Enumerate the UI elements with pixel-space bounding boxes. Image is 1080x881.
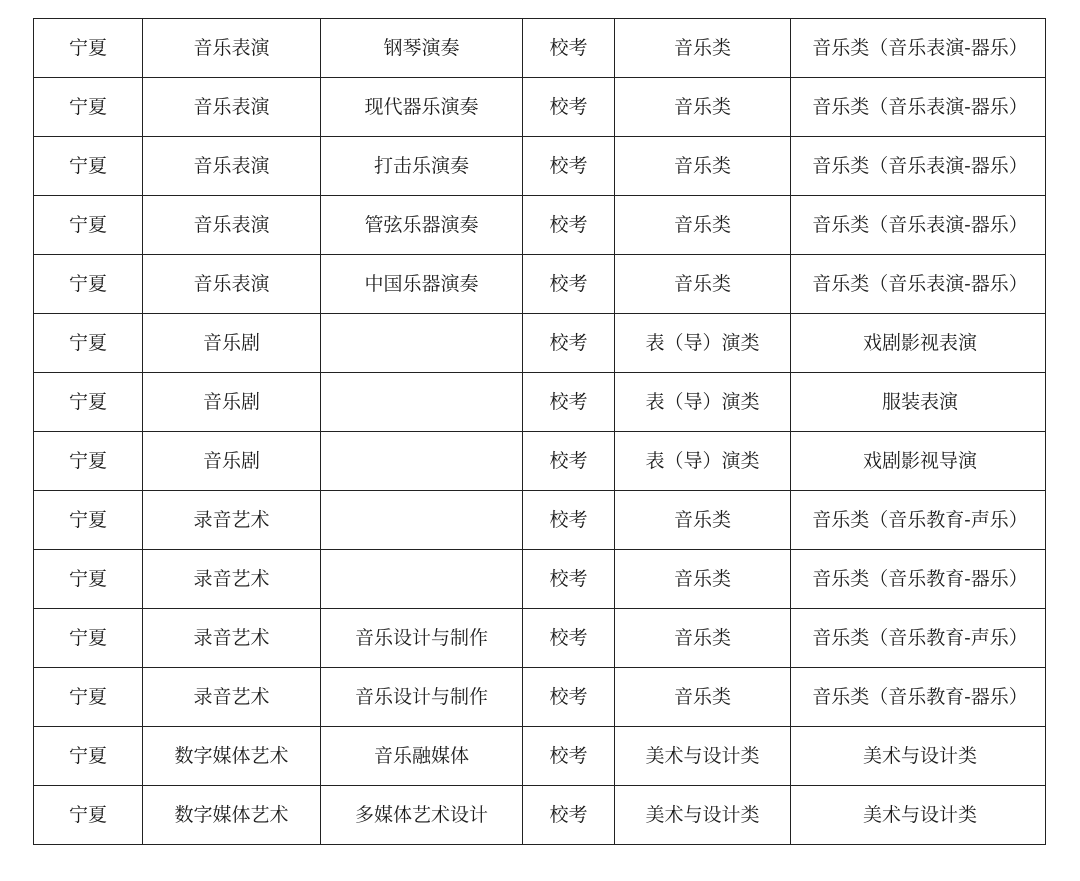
table-row (34, 609, 1046, 668)
subject-cell: 音乐类（音乐表演-器乐） (791, 255, 1046, 314)
category-cell: 音乐类 (615, 137, 791, 196)
category-cell: 音乐类 (615, 196, 791, 255)
exam-type-cell: 校考 (523, 78, 615, 137)
table-row (34, 432, 1046, 491)
major-cell: 音乐表演 (143, 196, 321, 255)
exam-type-cell: 校考 (523, 432, 615, 491)
province-cell: 宁夏 (34, 255, 143, 314)
major-cell: 录音艺术 (143, 609, 321, 668)
province-cell: 宁夏 (34, 550, 143, 609)
exam-type-cell: 校考 (523, 727, 615, 786)
category-cell: 音乐类 (615, 255, 791, 314)
table-row (34, 78, 1046, 137)
major-cell: 音乐表演 (143, 137, 321, 196)
province-cell: 宁夏 (34, 196, 143, 255)
subject-cell: 音乐类（音乐教育-声乐） (791, 609, 1046, 668)
subject-cell: 戏剧影视导演 (791, 432, 1046, 491)
subject-cell: 音乐类（音乐表演-器乐） (791, 196, 1046, 255)
table-row (34, 491, 1046, 550)
table-row (34, 786, 1046, 845)
subject-cell: 美术与设计类 (791, 786, 1046, 845)
category-cell: 音乐类 (615, 609, 791, 668)
major-cell: 音乐表演 (143, 78, 321, 137)
exam-type-cell: 校考 (523, 786, 615, 845)
category-cell: 音乐类 (615, 19, 791, 78)
subject-cell: 音乐类（音乐教育-器乐） (791, 550, 1046, 609)
province-cell: 宁夏 (34, 668, 143, 727)
subject-cell: 戏剧影视表演 (791, 314, 1046, 373)
direction-cell: 多媒体艺术设计 (321, 786, 523, 845)
direction-cell: 音乐融媒体 (321, 727, 523, 786)
table-row (34, 727, 1046, 786)
major-cell: 音乐剧 (143, 373, 321, 432)
exam-type-cell: 校考 (523, 314, 615, 373)
table-body (34, 19, 1046, 845)
direction-cell: 音乐设计与制作 (321, 668, 523, 727)
category-cell: 美术与设计类 (615, 727, 791, 786)
direction-cell: 音乐设计与制作 (321, 609, 523, 668)
table-row (34, 550, 1046, 609)
table-row (34, 373, 1046, 432)
exam-type-cell: 校考 (523, 19, 615, 78)
table-row (34, 137, 1046, 196)
category-cell: 音乐类 (615, 78, 791, 137)
exam-type-cell: 校考 (523, 255, 615, 314)
province-cell: 宁夏 (34, 314, 143, 373)
category-cell: 美术与设计类 (615, 786, 791, 845)
province-cell: 宁夏 (34, 786, 143, 845)
province-cell: 宁夏 (34, 137, 143, 196)
admissions-table-container (33, 18, 1045, 845)
table-row (34, 19, 1046, 78)
major-cell: 音乐表演 (143, 255, 321, 314)
exam-type-cell: 校考 (523, 668, 615, 727)
table-row (34, 668, 1046, 727)
major-cell: 录音艺术 (143, 550, 321, 609)
table-row (34, 314, 1046, 373)
subject-cell: 美术与设计类 (791, 727, 1046, 786)
exam-type-cell: 校考 (523, 609, 615, 668)
table-row (34, 196, 1046, 255)
direction-cell (321, 550, 523, 609)
exam-type-cell: 校考 (523, 137, 615, 196)
direction-cell: 钢琴演奏 (321, 19, 523, 78)
subject-cell: 音乐类（音乐表演-器乐） (791, 137, 1046, 196)
province-cell: 宁夏 (34, 432, 143, 491)
admissions-table (33, 18, 1046, 845)
province-cell: 宁夏 (34, 727, 143, 786)
category-cell: 表（导）演类 (615, 314, 791, 373)
exam-type-cell: 校考 (523, 550, 615, 609)
subject-cell: 音乐类（音乐教育-器乐） (791, 668, 1046, 727)
direction-cell: 现代器乐演奏 (321, 78, 523, 137)
category-cell: 表（导）演类 (615, 432, 791, 491)
direction-cell: 管弦乐器演奏 (321, 196, 523, 255)
province-cell: 宁夏 (34, 78, 143, 137)
major-cell: 音乐表演 (143, 19, 321, 78)
category-cell: 音乐类 (615, 668, 791, 727)
major-cell: 音乐剧 (143, 314, 321, 373)
direction-cell (321, 314, 523, 373)
direction-cell (321, 432, 523, 491)
category-cell: 音乐类 (615, 491, 791, 550)
subject-cell: 音乐类（音乐表演-器乐） (791, 19, 1046, 78)
subject-cell: 音乐类（音乐教育-声乐） (791, 491, 1046, 550)
major-cell: 音乐剧 (143, 432, 321, 491)
direction-cell: 中国乐器演奏 (321, 255, 523, 314)
direction-cell (321, 491, 523, 550)
direction-cell: 打击乐演奏 (321, 137, 523, 196)
province-cell: 宁夏 (34, 373, 143, 432)
province-cell: 宁夏 (34, 609, 143, 668)
major-cell: 数字媒体艺术 (143, 786, 321, 845)
category-cell: 音乐类 (615, 550, 791, 609)
subject-cell: 服装表演 (791, 373, 1046, 432)
direction-cell (321, 373, 523, 432)
exam-type-cell: 校考 (523, 196, 615, 255)
province-cell: 宁夏 (34, 491, 143, 550)
major-cell: 录音艺术 (143, 668, 321, 727)
major-cell: 数字媒体艺术 (143, 727, 321, 786)
province-cell: 宁夏 (34, 19, 143, 78)
major-cell: 录音艺术 (143, 491, 321, 550)
table-row (34, 255, 1046, 314)
exam-type-cell: 校考 (523, 491, 615, 550)
subject-cell: 音乐类（音乐表演-器乐） (791, 78, 1046, 137)
exam-type-cell: 校考 (523, 373, 615, 432)
category-cell: 表（导）演类 (615, 373, 791, 432)
